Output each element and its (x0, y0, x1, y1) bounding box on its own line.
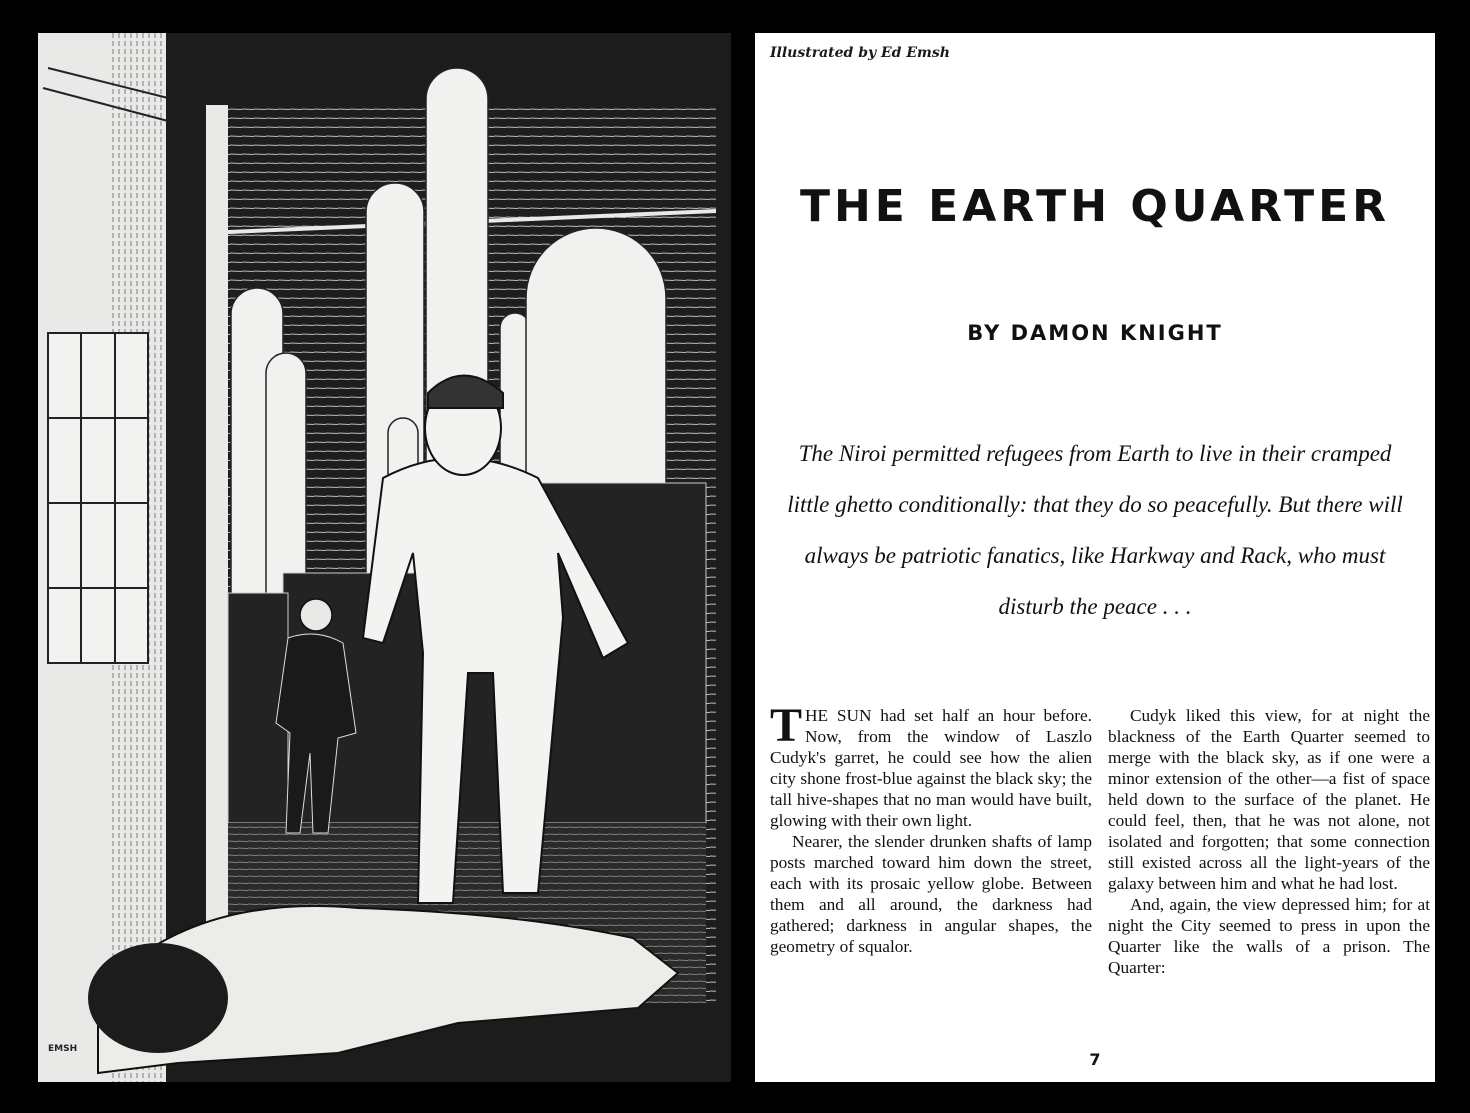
illustration-artwork (38, 33, 731, 1082)
artist-signature: EMSH (48, 1044, 78, 1054)
paragraph: Nearer, the slender drunken shafts of lamp posts marched toward him down the street, each with its prosaic yellow globe. Between them and all around, the darkness had gathered; darkness in angular shapes, the geometry of squalor. (770, 832, 1092, 956)
paragraph: Cudyk liked this view, for at night the blackness of the Earth Quarter seemed to merge with the black sky, as if one were a minor extension of the other—a fist of space held down to the surface of the planet. He could feel, then, that he was not alone, not isolated and forgotten; that some connection still existed across all the light-years of the galaxy between him and what he had lost. (1108, 706, 1430, 893)
illustrator-credit: Illustrated by Ed Emsh (770, 45, 950, 61)
author-byline: BY DAMON KNIGHT (967, 321, 1223, 345)
paragraph: And, again, the view depressed him; for at night the City seemed to press in upon the Quarter like the walls of a prison. The Quarter: (1108, 895, 1430, 977)
story-page (755, 33, 1435, 1082)
cubbyhole-window (48, 333, 148, 663)
text-column-right (1108, 705, 1430, 978)
story-blurb: The Niroi permitted refugees from Earth to live in their cramped little ghetto conditionally: that they do so peacefully. But there will always be patriotic fanatics, like Harkway and Rack, who must disturb the peace . . . (787, 441, 1403, 619)
paragraph: THE SUN had set half an hour before. Now, from the window of Laszlo Cudyk's garret, he could see how the alien city shone frost-blue against the black sky; the tall hive-shapes that no man would have built, glowing with their own light. (770, 699, 1092, 830)
drop-cap: T (770, 699, 803, 752)
text-column-left (770, 699, 1092, 957)
illustration-panel (38, 33, 731, 1082)
page-number: 7 (1089, 1050, 1101, 1069)
story-title: THE EARTH QUARTER (799, 181, 1391, 232)
